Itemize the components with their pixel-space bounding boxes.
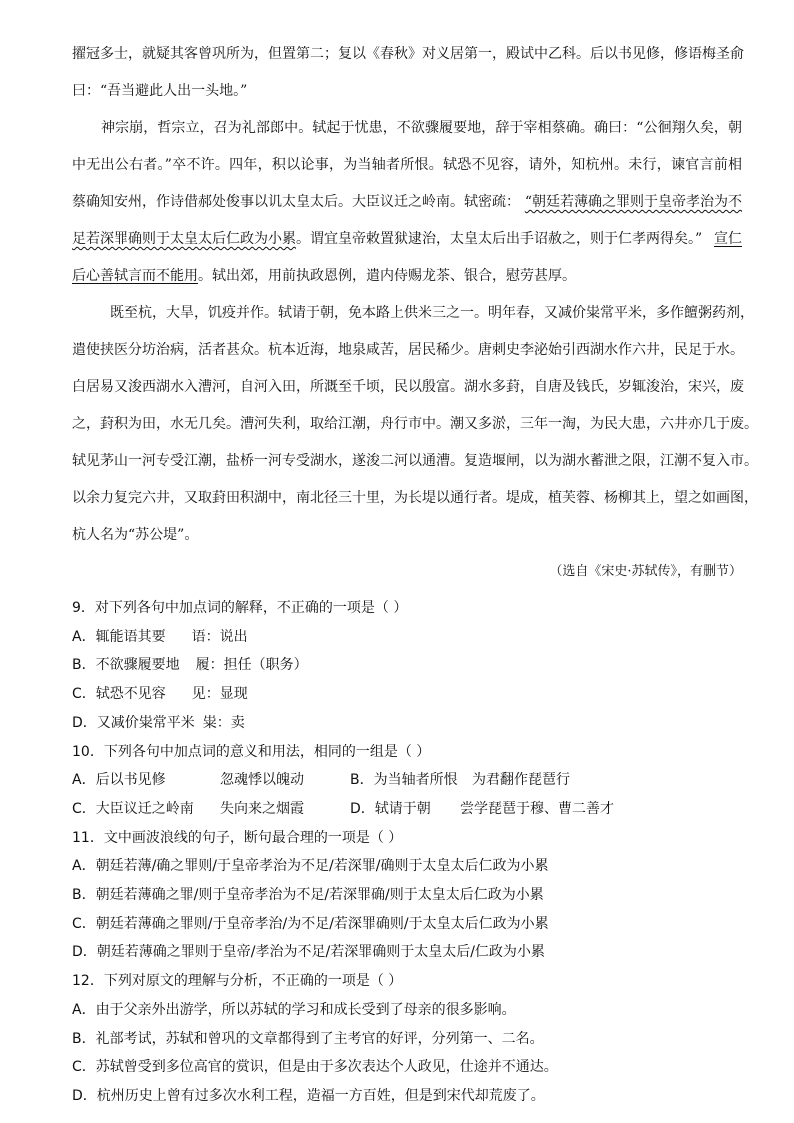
passage-line-11: 之，葑积为田，水无几矣。漕河失利，取给江潮，舟行市中。潮又多淤，三年一淘，为民大患，六井亦几于废。 <box>72 416 758 432</box>
option-text: B．不欲骤履要地 <box>72 657 180 674</box>
option-a-compare: 忽魂悸以魄动 <box>220 772 304 789</box>
passage-line-13: 以余力复完六井，又取葑田积湖中，南北径三十里，为长堤以通行者。堤成，植芙蓉、杨柳其上，望之如画图， <box>72 490 758 506</box>
passage-line-14: 杭人名为“苏公堤”。 <box>72 527 199 543</box>
wavy-sentence-part-1: “朝廷若薄确之罪则于皇帝孝治为不 <box>524 194 742 210</box>
option-b-text: B．为当轴者所恨 <box>350 772 458 789</box>
question-10-row-2 <box>72 799 752 819</box>
passage-line-4: 中无出公右者。”卒不许。四年，积以论事，为当轴者所恨。轼恐不见容，请外，知杭州。未行，谏官言前相 <box>72 157 742 173</box>
option-d-text: D．轼请于朝 <box>350 800 431 817</box>
passage-line-3: 神宗崩，哲宗立，召为礼部郎中。轼起于忧患，不欲骤履要地，辞于宰相蔡确。确曰：“公徊翔久矣，朝 <box>101 120 742 136</box>
passage-line-5-text: 蔡确知安州，作诗借郝处俊事以讥太皇太后。大臣议迁之岭南。轼密疏： <box>72 194 520 210</box>
passage-line-6 <box>72 229 742 249</box>
option-gloss: 粜：卖 <box>202 714 245 731</box>
question-9-stem: 9．对下列各句中加点词的解释，不正确的一项是（ ） <box>72 600 408 616</box>
question-9-option-b <box>72 655 308 675</box>
passage-line-6-text <box>72 229 702 249</box>
option-text: D．又减价粜常平米 <box>72 714 195 731</box>
question-12-option-d: D．杭州历史上曾有过多次水利工程，造福一方百姓，但是到宋代却荒废了。 <box>72 1088 545 1104</box>
underlined-sentence: 后心善轼言而不能用 <box>72 268 198 284</box>
question-11-option-a: A．朝廷若薄/确之罪则/于皇帝孝治为不足/若深罪/确则于太皇太后仁政为小累 <box>72 858 549 875</box>
question-10-row-1 <box>72 770 752 790</box>
passage-line-10: 白居易又浚西湖水入漕河，自河入田，所溉至千顷，民以殷富。湖水多葑，自唐及钱氏，岁辄浚治，宋兴，废 <box>72 379 744 395</box>
question-12-option-a: A．由于父亲外出游学，所以苏轼的学习和成长受到了母亲的很多影响。 <box>72 1001 516 1018</box>
question-11-option-c: C．朝廷若薄确之罪则/于皇帝孝治/为不足/若深罪确则/于太皇太后仁政为小累 <box>72 915 549 932</box>
passage-line-12: 轼见茅山一河专受江潮，盐桥一河专受湖水，遂浚二河以通漕。复造堰闸，以为湖水蓄泄之限，江潮不复入市。 <box>72 453 758 469</box>
question-11-option-b: B．朝廷若薄确之罪/则于皇帝孝治为不足/若深罪确/则于太皇太后仁政为小累 <box>72 887 544 904</box>
passage-source: （选自《宋史·苏轼传》，有删节） <box>549 564 742 579</box>
question-12-option-c: C．苏轼曾受到多位高官的赏识，但是由于多次表达个人政见，仕途并不通达。 <box>72 1059 558 1076</box>
option-text: A．辄能语其要 <box>72 628 166 645</box>
passage-line-8: 既至杭，大旱，饥疫并作。轼请于朝，免本路上供米三之一。明年春，又减价粜常平米，多作饘粥药剂， <box>110 305 754 321</box>
option-gloss: 语：说出 <box>191 628 248 645</box>
option-gloss: 见：显现 <box>191 686 248 703</box>
passage-line-7 <box>72 266 576 286</box>
passage-line-1: 擢冠多士，就疑其客曾巩所为，但置第二；复以《春秋》对义居第一，殿试中乙科。后以书见修，修语梅圣俞 <box>72 46 744 62</box>
option-d-compare: 尝学琵琶于穆、曹二善才 <box>460 800 614 817</box>
question-11-option-d: D．朝廷若薄确之罪则于皇帝/孝治为不足/若深罪确则于太皇太后/仁政为小累 <box>72 944 545 961</box>
wavy-sentence-part-2: 足若深罪确则于太皇太后仁政为小累 <box>72 231 296 247</box>
passage-line-6-rest: 。谓宜皇帝敕置狱逮治，太皇太后出手诏赦之，则于仁孝两得矣。” <box>296 231 703 247</box>
underlined-phrase-1: 宣仁 <box>714 231 742 247</box>
passage-line-2: 曰：“吾当避此人出一头地。” <box>72 83 248 99</box>
option-a-text: A．后以书见修 <box>72 772 166 789</box>
option-gloss: 履：担任（职务） <box>195 657 308 674</box>
passage-line-5 <box>72 192 742 212</box>
question-9-option-c <box>72 684 248 704</box>
question-11-stem: 11．文中画波浪线的句子，断句最合理的一项是（ ） <box>72 829 403 846</box>
question-12-option-b: B．礼部考试，苏轼和曾巩的文章都得到了主考官的好评，分列第一、二名。 <box>72 1030 544 1047</box>
question-9-option-a <box>72 627 248 647</box>
option-text: C．轼恐不见容 <box>72 686 166 703</box>
option-c-compare: 失向来之烟霞 <box>220 800 304 817</box>
question-12-stem: 12．下列对原文的理解与分析，不正确的一项是（ ） <box>72 973 403 990</box>
option-c-text: C．大臣议迁之岭南 <box>72 800 194 817</box>
question-9-option-d <box>72 713 245 733</box>
question-10-stem: 10．下列各句中加点词的意义和用法，相同的一组是（ ） <box>72 743 431 760</box>
option-b-compare: 为君翻作琵琶行 <box>472 772 570 789</box>
passage-line-7-rest: 。轼出郊，用前执政恩例，遣内侍赐龙茶、银合，慰劳甚厚。 <box>198 268 576 284</box>
passage-line-9: 遣使挟医分坊治病，活者甚众。杭本近海，地泉咸苦，居民稀少。唐刺史李泌始引西湖水作六井，民足于水。 <box>72 342 744 358</box>
